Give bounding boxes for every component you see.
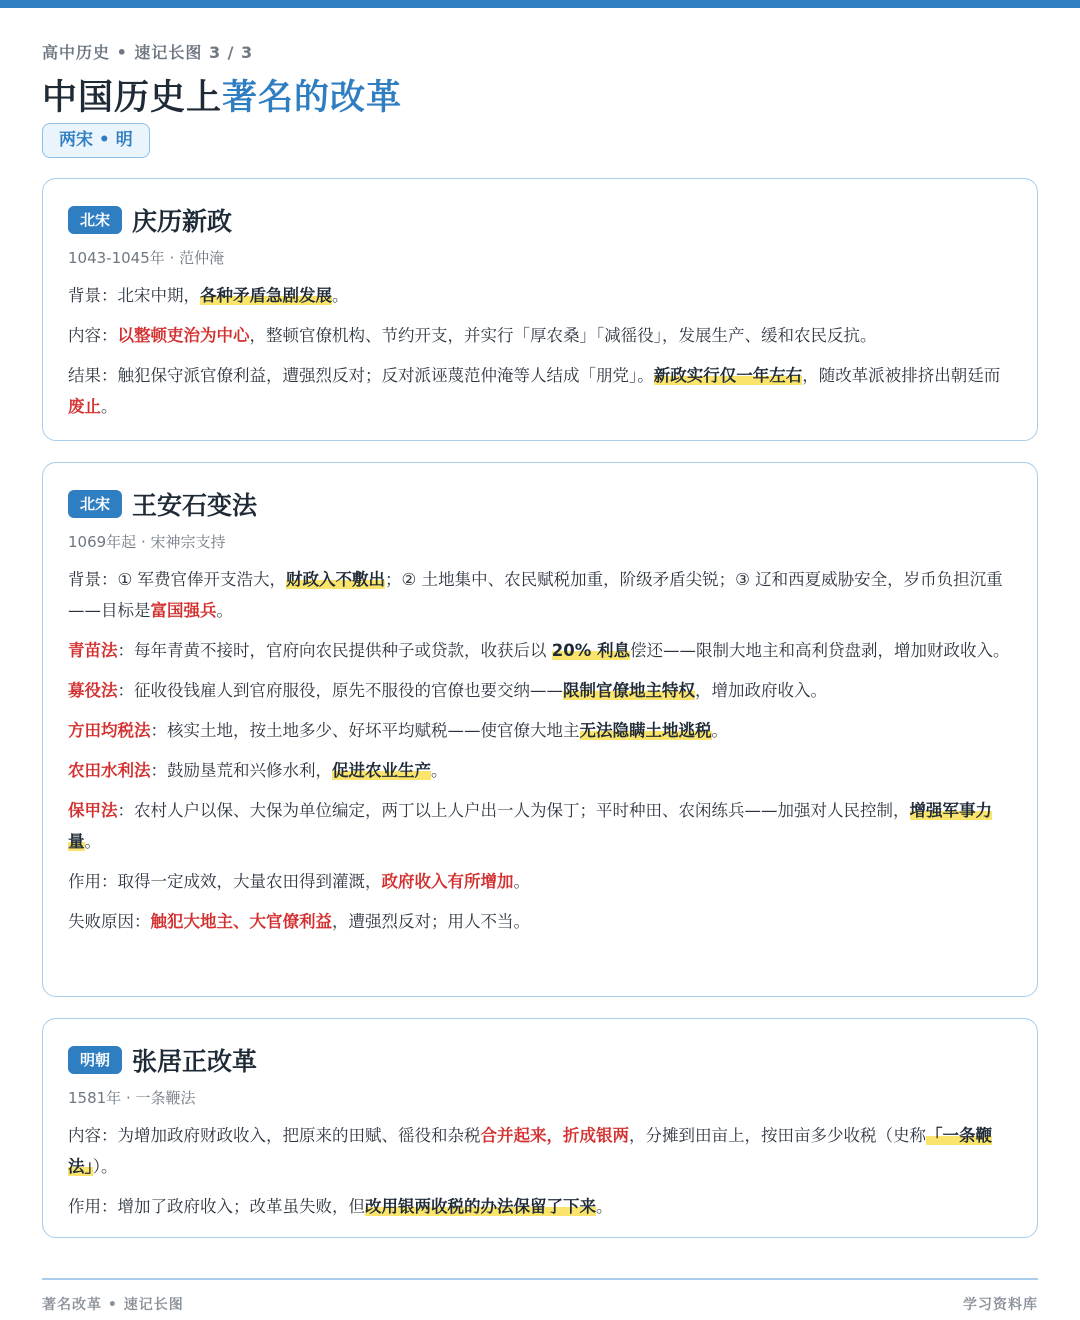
highlight-text: 无法隐瞒土地逃税 bbox=[579, 721, 712, 740]
period-tag: 两宋 • 明 bbox=[42, 123, 150, 158]
para-text: ；② 土地集中、农民赋税加重，阶级矛盾尖锐；③ 辽和西夏威胁安全，岁币负担沉重——目标是 bbox=[68, 570, 1003, 620]
page-title bbox=[42, 70, 402, 120]
para-text: 。 bbox=[101, 397, 118, 416]
emphasis-text: 政府收入有所增加 bbox=[381, 872, 514, 891]
para-text: 北宋中期， bbox=[117, 286, 200, 305]
card-title: 庆历新政 bbox=[132, 207, 233, 236]
content-paragraph bbox=[68, 1120, 1012, 1182]
title-main: 中国历史上 bbox=[42, 78, 223, 118]
emphasis-text: 富国强兵 bbox=[150, 601, 217, 620]
nongtian-law-paragraph bbox=[68, 755, 1012, 786]
law-label: 募役法 bbox=[68, 681, 118, 700]
para-text: ，整顿官僚机构、节约开支，并实行「厚农桑」「减徭役」，发展生产、缓和农民反抗。 bbox=[249, 326, 877, 345]
reform-card-wanganshi bbox=[42, 462, 1038, 997]
para-text: ，分摊到田亩上，按田亩多少收税（史称 bbox=[629, 1126, 926, 1145]
para-label: 作用： bbox=[68, 1197, 118, 1216]
para-text: 为增加政府财政收入，把原来的田赋、徭役和杂税 bbox=[117, 1126, 481, 1145]
para-text: 触犯保守派官僚利益，遭强烈反对；反对派诬蔑范仲淹等人结成「朋党」。 bbox=[117, 366, 654, 385]
highlight-text: 限制官僚地主特权 bbox=[563, 681, 695, 700]
para-text: 。 bbox=[711, 721, 728, 740]
highlight-text: 改用银两收税的办法保留了下来 bbox=[365, 1197, 596, 1216]
highlight-text: 20% 利息 bbox=[551, 641, 630, 660]
card-header bbox=[68, 1043, 1012, 1077]
content-paragraph bbox=[68, 320, 1012, 351]
para-label: 背景： bbox=[68, 286, 118, 305]
title-accent: 著名的改革 bbox=[222, 78, 403, 118]
emphasis-text: 合并起来，折成银两 bbox=[480, 1126, 629, 1145]
muyi-law-paragraph bbox=[68, 675, 1012, 706]
top-accent-bar bbox=[0, 0, 1080, 8]
para-label: 结果： bbox=[68, 366, 118, 385]
para-text: ：每年青黄不接时，官府向农民提供种子或贷款，收获后以 bbox=[117, 641, 552, 660]
qingmiao-law-paragraph bbox=[68, 635, 1012, 666]
card-header bbox=[68, 203, 1012, 237]
para-text: ：征收役钱雇人到官府服役，原先不服役的官僚也要交纳—— bbox=[117, 681, 563, 700]
para-text: ，随改革派被排挤出朝廷而 bbox=[802, 366, 1001, 385]
failure-paragraph bbox=[68, 906, 1012, 937]
highlight-text: 促进农业生产 bbox=[332, 761, 431, 780]
dynasty-badge: 北宋 bbox=[68, 490, 122, 518]
para-text: ：鼓励垦荒和兴修水利， bbox=[150, 761, 332, 780]
para-text: 。 bbox=[513, 872, 530, 891]
para-text: 偿还——限制大地主和高利贷盘剥，增加财政收入。 bbox=[630, 641, 1010, 660]
baojia-law-paragraph bbox=[68, 795, 1012, 857]
emphasis-text: 触犯大地主、大官僚利益 bbox=[150, 912, 332, 931]
effect-paragraph bbox=[68, 1191, 1012, 1222]
emphasis-text: 废止 bbox=[68, 397, 101, 416]
footer-source: 学习资料库 bbox=[963, 1297, 1038, 1313]
para-text: ）。 bbox=[92, 1157, 118, 1176]
para-text: ：农村人户以保、大保为单位编定，两丁以上人户出一人为保丁；平时种田、农闲练兵——加强对人民控制， bbox=[117, 801, 910, 820]
card-title: 张居正改革 bbox=[132, 1047, 258, 1076]
reform-card-qingli bbox=[42, 178, 1038, 441]
highlight-text: 财政入不敷出 bbox=[286, 570, 386, 589]
para-text: 。 bbox=[216, 601, 233, 620]
para-text: ，增加政府收入。 bbox=[695, 681, 827, 700]
para-text: 。 bbox=[596, 1197, 613, 1216]
highlight-text: 增强军事力量 bbox=[68, 801, 992, 851]
card-meta: 1069年起 · 宋神宗支持 bbox=[68, 533, 226, 551]
background-paragraph bbox=[68, 280, 1012, 311]
dynasty-badge: 北宋 bbox=[68, 206, 122, 234]
card-title: 王安石变法 bbox=[132, 491, 258, 520]
law-label: 青苗法 bbox=[68, 641, 118, 660]
para-text: 增加了政府收入；改革虽失败，但 bbox=[117, 1197, 365, 1216]
para-text: 。 bbox=[332, 286, 349, 305]
para-text: ① 军费官俸开支浩大， bbox=[117, 570, 287, 589]
law-label: 农田水利法 bbox=[68, 761, 151, 780]
para-label: 背景： bbox=[68, 570, 118, 589]
para-text: ：核实土地，按土地多少、好坏平均赋税——使官僚大地主 bbox=[150, 721, 580, 740]
para-label: 内容： bbox=[68, 326, 118, 345]
footer-divider bbox=[42, 1278, 1038, 1280]
para-text: 。 bbox=[431, 761, 448, 780]
highlight-text: 新政实行仅一年左右 bbox=[653, 366, 803, 385]
highlight-text: 「一条鞭法」 bbox=[68, 1126, 992, 1176]
effect-paragraph bbox=[68, 866, 1012, 897]
footer-caption: 著名改革 • 速记长图 bbox=[42, 1297, 184, 1313]
para-text: 取得一定成效，大量农田得到灌溉， bbox=[117, 872, 382, 891]
card-meta: 1043-1045年 · 范仲淹 bbox=[68, 249, 225, 267]
emphasis-text: 以整顿吏治为中心 bbox=[117, 326, 250, 345]
para-text: ，遭强烈反对；用人不当。 bbox=[332, 912, 530, 931]
card-header bbox=[68, 487, 1012, 521]
reform-card-zhangjuzheng bbox=[42, 1018, 1038, 1238]
law-label: 方田均税法 bbox=[68, 721, 151, 740]
breadcrumb: 高中历史 • 速记长图 3 / 3 bbox=[42, 43, 254, 62]
para-label: 作用： bbox=[68, 872, 118, 891]
fangtian-law-paragraph bbox=[68, 715, 1012, 746]
para-text: 。 bbox=[84, 832, 101, 851]
law-label: 保甲法 bbox=[68, 801, 118, 820]
dynasty-badge: 明朝 bbox=[68, 1046, 122, 1074]
result-paragraph bbox=[68, 360, 1012, 422]
background-paragraph bbox=[68, 564, 1012, 626]
para-label: 失败原因： bbox=[68, 912, 151, 931]
card-meta: 1581年 · 一条鞭法 bbox=[68, 1089, 196, 1107]
para-label: 内容： bbox=[68, 1126, 118, 1145]
highlight-text: 各种矛盾急剧发展 bbox=[200, 286, 332, 305]
